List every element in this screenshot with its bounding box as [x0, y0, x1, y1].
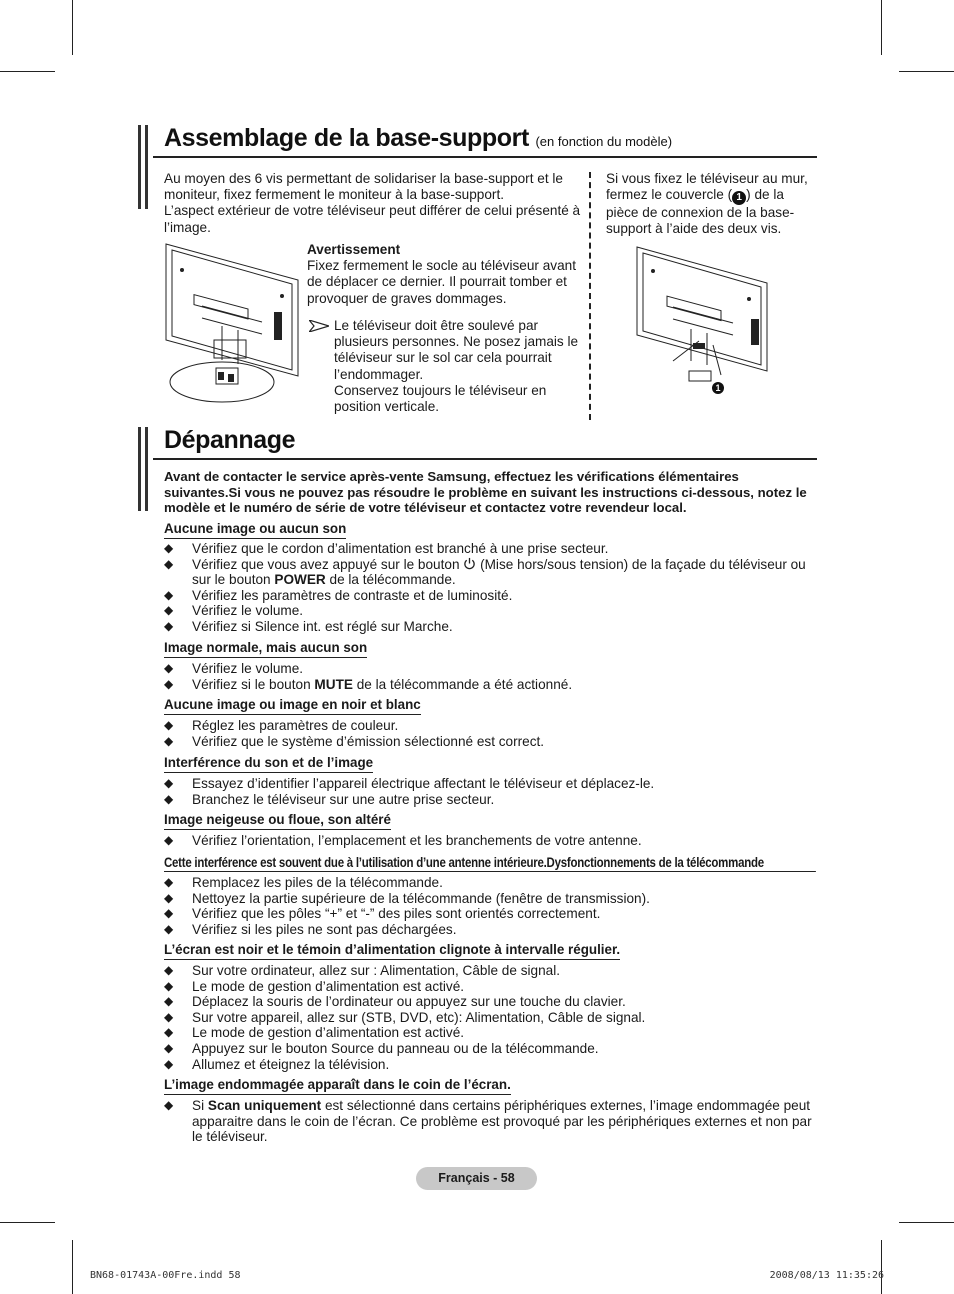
number-1-badge: 1 [732, 191, 746, 205]
heading-interference: Interférence du son et de l’image [164, 755, 373, 773]
list-item: ◆ Essayez d’identifier l’appareil électrique affectant le téléviseur et déplacez-le. [164, 776, 814, 792]
list-item: ◆ Si Scan uniquement est sélectionné dans certains périphériques externes, l’image endommagée peut apparaitre dans le coin de l’écran. Ce problème est provoqué par les périphériques externes et non par le téléviseur. [164, 1098, 814, 1145]
list-item: ◆ Vérifiez si les piles ne sont pas déchargées. [164, 922, 814, 938]
crop-mark [0, 1222, 55, 1223]
section-bar [138, 427, 141, 511]
warning-block [307, 242, 582, 307]
list-item: ◆ Sur votre ordinateur, allez sur : Alimentation, Câble de signal. [164, 963, 814, 979]
list-item: ◆ Vérifiez que vous avez appuyé sur le bouton (Mise hors/sous tension) de la façade du téléviseur ou sur le bouton POWER de la télécommande. [164, 557, 814, 588]
heading-no-image-bw: Aucune image ou image en noir et blanc [164, 697, 421, 715]
figure-label-1: 1 [712, 382, 724, 394]
list-item: ◆ Déplacez la souris de l’ordinateur ou appuyez sur une touche du clavier. [164, 994, 814, 1010]
section-bar [145, 125, 148, 209]
tv-stand-illustration [162, 240, 302, 408]
list-item: ◆ Vérifiez que les pôles “+” et “-” des piles sont orientés correctement. [164, 906, 814, 922]
arrow-note-icon [309, 320, 329, 332]
warning-title: Avertissement [307, 242, 401, 257]
tv-back-cover-illustration [633, 243, 773, 395]
list-no-image-no-sound [164, 541, 814, 635]
crop-mark [899, 71, 954, 72]
list-remote-malfunction [164, 875, 814, 937]
list-snowy-image [164, 833, 814, 849]
list-item: ◆ Remplacez les piles de la télécommande. [164, 875, 814, 891]
list-item: ◆ Sur votre appareil, allez sur (STB, DVD, etc): Alimentation, Câble de signal. [164, 1010, 814, 1026]
assembly-title: Assemblage de la base-support (en fonction du modèle) [164, 124, 673, 152]
crop-mark [72, 1240, 73, 1294]
heading-remote-malfunction: Cette interférence est souvent due à l’utilisation d’une antenne intérieure.Dysfonctionnements de la télécommande [164, 854, 816, 872]
crop-mark [899, 1222, 954, 1223]
list-item: ◆ Vérifiez l’orientation, l’emplacement et les branchements de votre antenne. [164, 833, 814, 849]
heading-black-screen: L’écran est noir et le témoin d’alimentation clignote à intervalle régulier. [164, 942, 620, 960]
list-item: ◆ Vérifiez si Silence int. est réglé sur Marche. [164, 619, 814, 635]
list-interference [164, 776, 814, 807]
heading-snowy-image: Image neigeuse ou floue, son altéré [164, 812, 391, 830]
list-black-screen [164, 963, 814, 1072]
list-item: ◆ Le mode de gestion d’alimentation est activé. [164, 979, 814, 995]
troubleshoot-intro: Avant de contacter le service après-vente Samsung, effectuez les vérifications élémentaires suivantes.Si vous ne pouvez pas résoudre le problème en suivant les instructions ci-dessous, notez le modèle et le numéro de série de votre téléviseur et contactez votre revendeur local. [164, 469, 807, 516]
assembly-intro: Au moyen des 6 vis permettant de solidariser la base-support et le moniteur, fixez fermement le moniteur à la base-support. L’aspect extérieur de votre téléviseur peut différer de celui présenté à l’image. [164, 171, 581, 235]
crop-mark [72, 0, 73, 55]
heading-no-image-no-sound: Aucune image ou aucun son [164, 521, 346, 539]
list-item: ◆ Nettoyez la partie supérieure de la télécommande (fenêtre de transmission). [164, 891, 814, 907]
list-item: ◆ Appuyez sur le bouton Source du panneau ou de la télécommande. [164, 1041, 814, 1057]
wall-mount-text: Si vous fixez le téléviseur au mur, fermez le couvercle ( 1 ) de la pièce de connexion de la base-support à l’aide des deux vis. [606, 171, 808, 237]
section-bar [145, 427, 148, 511]
print-date-info: 2008/08/13 11:35:26 [769, 1270, 884, 1281]
list-item: ◆ Vérifiez que le cordon d’alimentation est branché à une prise secteur. [164, 541, 814, 557]
power-icon [463, 557, 476, 570]
crop-mark [881, 1240, 882, 1294]
crop-mark [881, 0, 882, 55]
section-bar [138, 125, 141, 209]
list-item: ◆ Allumez et éteignez la télévision. [164, 1057, 814, 1073]
list-item: ◆ Vérifiez le volume. [164, 603, 814, 619]
heading-damaged-image-corner: L’image endommagée apparaît dans le coin de l’écran. [164, 1077, 511, 1095]
note-block: Le téléviseur doit être soulevé par plusieurs personnes. Ne posez jamais le téléviseur sur le sol car cela pourrait l’endommager. Conservez toujours le téléviseur en position verticale. [334, 318, 579, 415]
section-rule [153, 458, 817, 460]
page-number-badge: Français - 58 [416, 1167, 537, 1190]
list-damaged-image-corner [164, 1098, 814, 1145]
column-divider [589, 172, 591, 420]
heading-normal-image-no-sound: Image normale, mais aucun son [164, 640, 367, 658]
troubleshoot-title: Dépannage [164, 426, 296, 454]
list-item: ◆ Vérifiez que le système d’émission sélectionné est correct. [164, 734, 814, 750]
warning-text: Fixez fermement le socle au téléviseur avant de déplacer ce dernier. Il pourrait tomber et provoquer de graves dommages. [307, 258, 576, 306]
section-rule [153, 156, 817, 158]
list-item: ◆ Branchez le téléviseur sur une autre prise secteur. [164, 792, 814, 808]
list-item: ◆ Vérifiez les paramètres de contraste et de luminosité. [164, 588, 814, 604]
list-no-image-bw [164, 718, 814, 749]
list-item: ◆ Réglez les paramètres de couleur. [164, 718, 814, 734]
print-file-info: BN68-01743A-00Fre.indd 58 [90, 1270, 241, 1281]
list-item: ◆ Le mode de gestion d’alimentation est activé. [164, 1025, 814, 1041]
list-normal-image-no-sound [164, 661, 814, 692]
crop-mark [0, 71, 55, 72]
list-item: ◆ Vérifiez le volume. [164, 661, 814, 677]
list-item: ◆ Vérifiez si le bouton MUTE de la télécommande a été actionné. [164, 677, 814, 693]
